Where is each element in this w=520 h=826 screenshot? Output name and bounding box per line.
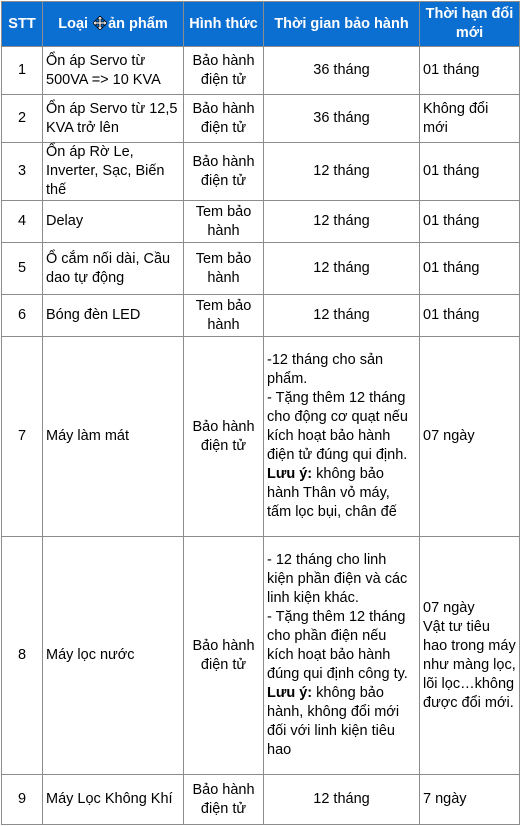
- cell-form: Bảo hành điện tử: [184, 337, 264, 537]
- cell-form: Tem bảo hành: [184, 201, 264, 243]
- cell-stt: 3: [2, 143, 43, 201]
- time-line: - Tặng thêm 12 tháng cho phần điện nếu kích hoạt bảo hành đúng qui định công ty.: [267, 609, 408, 682]
- cell-exchange: 01 tháng: [420, 201, 520, 243]
- time-line: - Tặng thêm 12 tháng cho động cơ quạt nếu kích hoạt bảo hành điện tử đúng qui định.: [267, 390, 408, 463]
- note-label: Lưu ý:: [267, 466, 313, 482]
- table-row: [2, 775, 520, 825]
- cell-product: Ổ cắm nối dài, Cầu dao tự động: [43, 243, 184, 295]
- header-warranty-time: Thời gian bảo hành: [264, 2, 420, 47]
- table-row: [2, 143, 520, 201]
- note: [267, 466, 397, 520]
- cell-exchange: Không đổi mới: [420, 95, 520, 143]
- cell-product: Bóng đèn LED: [43, 295, 184, 337]
- cell-exchange: 01 tháng: [420, 295, 520, 337]
- cell-time: 12 tháng: [264, 243, 420, 295]
- cell-form: Tem bảo hành: [184, 295, 264, 337]
- warranty-table: [1, 1, 520, 825]
- cell-product: Máy Lọc Không Khí: [43, 775, 184, 825]
- cell-exchange: 07 ngày: [420, 337, 520, 537]
- note-text: không bảo hành Thân vỏ máy, tấm lọc bụi, chân đế: [267, 466, 397, 520]
- header-stt: STT: [2, 2, 43, 47]
- time-line: -12 tháng cho sản phẩm.: [267, 352, 384, 387]
- cell-time: 12 tháng: [264, 143, 420, 201]
- cell-time: 12 tháng: [264, 775, 420, 825]
- cell-time: [264, 337, 420, 537]
- cell-form: Tem bảo hành: [184, 243, 264, 295]
- cell-form: Bảo hành điện tử: [184, 537, 264, 775]
- cell-time: 12 tháng: [264, 201, 420, 243]
- cell-time: [264, 537, 420, 775]
- table-row: [2, 47, 520, 95]
- cell-time: 36 tháng: [264, 47, 420, 95]
- table-row: [2, 243, 520, 295]
- cell-exchange: 01 tháng: [420, 47, 520, 95]
- cell-stt: 2: [2, 95, 43, 143]
- cell-product: Ổn áp Servo từ 12,5 KVA trở lên: [43, 95, 184, 143]
- cell-stt: 8: [2, 537, 43, 775]
- cell-exchange: 7 ngày: [420, 775, 520, 825]
- header-form: Hình thức: [184, 2, 264, 47]
- table-row: [2, 295, 520, 337]
- cell-stt: 1: [2, 47, 43, 95]
- cell-stt: 5: [2, 243, 43, 295]
- cell-exchange: [420, 537, 520, 775]
- cell-exchange: 01 tháng: [420, 243, 520, 295]
- cell-form: Bảo hành điện tử: [184, 775, 264, 825]
- header-product-type-part2: ản phẩm: [108, 15, 168, 32]
- header-product-type: [43, 2, 184, 47]
- cell-time: 12 tháng: [264, 295, 420, 337]
- cell-form: Bảo hành điện tử: [184, 47, 264, 95]
- cell-time: 36 tháng: [264, 95, 420, 143]
- header-row: [2, 2, 520, 47]
- cell-product: Máy lọc nước: [43, 537, 184, 775]
- cell-stt: 9: [2, 775, 43, 825]
- table-row: [2, 95, 520, 143]
- cell-product: Ổn áp Rờ Le, Inverter, Sạc, Biến thế: [43, 143, 184, 201]
- note-text: không bảo hành, không đổi mới đối với linh kiện tiêu hao: [267, 685, 400, 758]
- exchange-line: Vật tư tiêu hao trong máy như màng lọc, lõi lọc…không được đổi mới.: [423, 618, 516, 711]
- cell-stt: 7: [2, 337, 43, 537]
- move-cursor-icon: [93, 16, 107, 30]
- note-label: Lưu ý:: [267, 685, 313, 701]
- cell-product: Ổn áp Servo từ 500VA => 10 KVA: [43, 47, 184, 95]
- cell-form: Bảo hành điện tử: [184, 143, 264, 201]
- table-row: [2, 537, 520, 775]
- cell-product: Máy làm mát: [43, 337, 184, 537]
- cell-stt: 6: [2, 295, 43, 337]
- header-exchange-period: Thời hạn đổi mới: [420, 2, 520, 47]
- exchange-line: 07 ngày: [423, 599, 475, 616]
- cell-stt: 4: [2, 201, 43, 243]
- cell-exchange: 01 tháng: [420, 143, 520, 201]
- table-row: [2, 337, 520, 537]
- time-line: - 12 tháng cho linh kiện phần điện và các linh kiện khác.: [267, 552, 408, 606]
- note: [267, 685, 399, 758]
- cell-product: Delay: [43, 201, 184, 243]
- table-row: [2, 201, 520, 243]
- cell-form: Bảo hành điện tử: [184, 95, 264, 143]
- header-product-type-part1: Loại: [58, 15, 89, 32]
